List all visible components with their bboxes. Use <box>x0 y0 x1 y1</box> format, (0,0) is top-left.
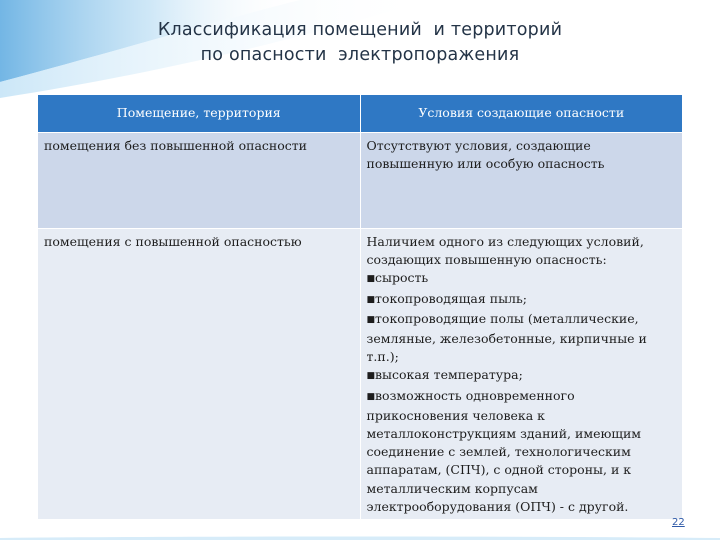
condition-item: ■возможность одновременного прикосновения человека к металлоконструкциям зданий, имеющим соединение с землей, технологическим аппаратам, (СПЧ), с одной стороны, и к металлическим корпусам электрооборудования (ОПЧ) - с другой. <box>366 387 642 514</box>
title-line-1: Классификация помещений и территорий <box>157 20 563 40</box>
bullet-icon: ■ <box>366 274 376 285</box>
bullet-icon: ■ <box>366 294 376 305</box>
bullet-icon: ■ <box>366 391 376 402</box>
condition-item: ■высокая температура; <box>366 367 523 383</box>
condition-item: ■токопроводящие полы (металлические, земляные, железобетонные, кирпичные и т.п.); <box>366 310 647 365</box>
table-row <box>38 229 683 520</box>
condition-item: ■сырость <box>366 270 429 286</box>
header-conditions: Условия создающие опасности <box>360 95 683 133</box>
hazard-classification-table <box>37 94 683 520</box>
bullet-icon: ■ <box>366 371 376 382</box>
page-number: 22 <box>672 517 685 528</box>
room-cell: помещения без повышенной опасности <box>38 133 361 229</box>
table-row <box>38 133 683 229</box>
slide-title <box>0 18 720 68</box>
bullet-icon: ■ <box>366 314 376 325</box>
condition-item: ■токопроводящая пыль; <box>366 290 527 306</box>
title-line-2: по опасности электропоражения <box>200 45 520 65</box>
condition-intro: Наличием одного из следующих условий, создающих повышенную опасность: <box>366 234 644 268</box>
table-header-row <box>38 95 683 133</box>
header-room: Помещение, территория <box>38 95 361 133</box>
condition-text: Отсутствуют условия, создающие повышенную или особую опасность <box>366 138 605 172</box>
conditions-cell <box>360 229 683 520</box>
conditions-cell <box>360 133 683 229</box>
room-cell: помещения с повышенной опасностью <box>38 229 361 520</box>
